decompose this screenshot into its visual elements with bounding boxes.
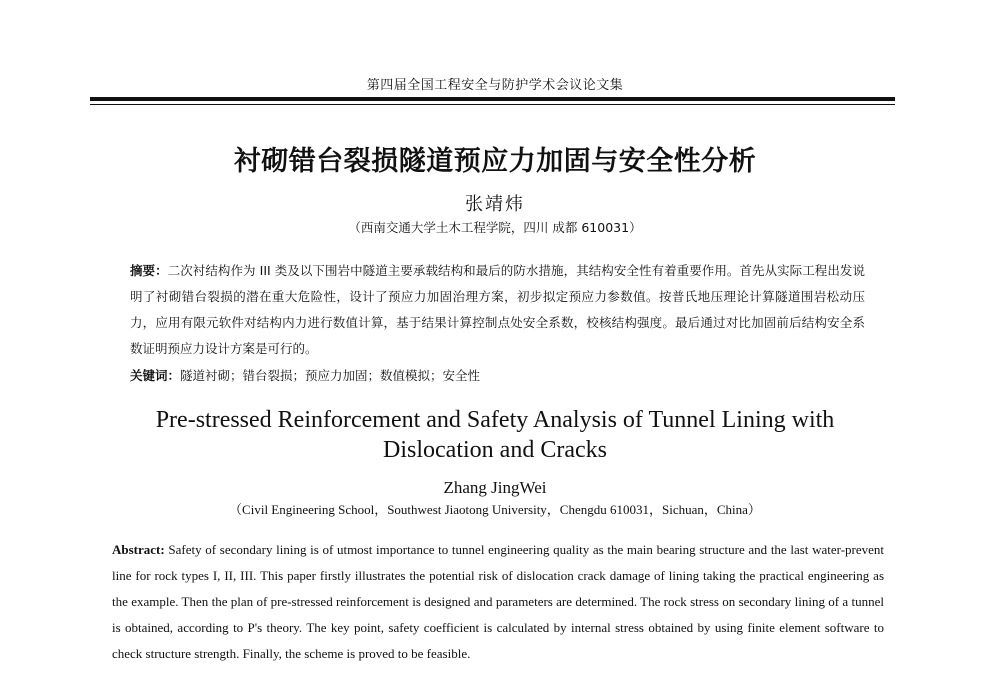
chinese-keywords-label: 关键词： [130, 368, 181, 383]
chinese-abstract [130, 258, 865, 362]
chinese-abstract-text: 二次衬结构作为 III 类及以下围岩中隧道主要承载结构和最后的防水措施，其结构安全性有着重要作用。首先从实际工程出发说明了衬砌错台裂损的潜在重大危险性，设计了预应力加固治理方案，初步拟定预应力参数值。按普氏地压理论计算隧道围岩松动压力，应用有限元软件对结构内力进行数值计算，基于结果计算控制点处安全系数，校核结构强度。最后通过对比加固前后结构安全系数证明预应力设计方案是可行的。 [130, 263, 865, 356]
header-rule-thin [90, 104, 895, 105]
english-abstract [112, 537, 884, 667]
chinese-keywords [130, 366, 865, 384]
english-affiliation: （Civil Engineering School，Southwest Jiaotong University，Chengdu 610031，Sichuan，China） [229, 502, 761, 517]
english-abstract-label: Abstract: [112, 542, 165, 557]
chinese-affiliation: （西南交通大学土木工程学院，四川 成都 610031） [348, 220, 642, 235]
chinese-author: 张靖炜 [465, 194, 525, 215]
chinese-title: 衬砌错台裂损隧道预应力加固与安全性分析 [233, 146, 757, 177]
header-rule-thick [90, 97, 895, 101]
running-head: 第四届全国工程安全与防护学术会议论文集 [366, 78, 624, 93]
english-title-line-2: Dislocation and Cracks [383, 437, 607, 463]
chinese-keywords-text: 隧道衬砌；错台裂损；预应力加固；数值模拟；安全性 [180, 368, 481, 383]
chinese-abstract-label: 摘要： [130, 263, 168, 278]
english-author: Zhang JingWei [443, 478, 547, 497]
english-title [0, 405, 990, 465]
english-abstract-text: Safety of secondary lining is of utmost importance to tunnel engineering quality as the main bearing structure and the last water-prevent line for rock types I, II, III. This paper firstly illustrates the potential risk of dislocation crack damage of lining taking the practical engineering as the example. Then the plan of pre-stressed reinforcement is designed and parameters are determined. The rock stress on secondary lining of a tunnel is obtained, according to P's theory. The key point, safety coefficient is calculated by internal stress obtained by using finite element software to check structure strength. Finally, the scheme is proved to be feasible. [112, 542, 885, 661]
english-title-line-1: Pre-stressed Reinforcement and Safety Analysis of Tunnel Lining with [155, 407, 835, 433]
